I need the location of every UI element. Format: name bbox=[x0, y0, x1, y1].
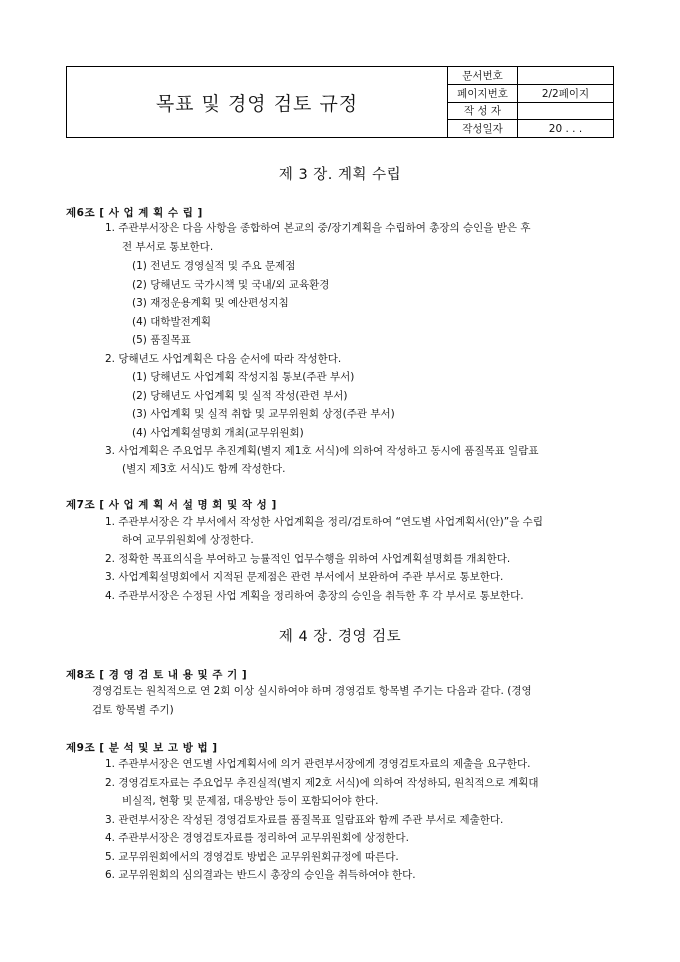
info-label: 페이지번호 bbox=[448, 85, 518, 102]
article-9-item-2-cont: 비실적, 현황 및 문제점, 대응방안 등이 포함되어야 한다. bbox=[122, 795, 379, 807]
article-6-sub-item: (4) 사업계획설명회 개최(교무위원회) bbox=[132, 427, 304, 439]
document-title: 목표 및 경영 검토 규정 bbox=[67, 67, 448, 137]
info-value bbox=[518, 67, 613, 84]
info-row-doc-number bbox=[448, 67, 613, 85]
article-7-heading: 제7조 [ 사 업 계 획 서 설 명 회 및 작 성 ] bbox=[66, 499, 277, 511]
info-label: 작성일자 bbox=[448, 120, 518, 137]
info-value: 20 . . . bbox=[548, 122, 583, 135]
article-8-text: 경영검토는 원칙적으로 연 2회 이상 실시하여야 하며 경영검토 항목별 주기는 다음과 같다. (경영 bbox=[92, 685, 532, 697]
article-9-item-6: 6. 교무위원회의 심의결과는 반드시 총장의 승인을 취득하여야 한다. bbox=[105, 869, 416, 881]
info-value: 2/2페이지 bbox=[541, 87, 590, 100]
article-6-sub-item: (2) 당해년도 사업계획 및 실적 작성(관련 부서) bbox=[132, 390, 348, 402]
article-9-item-2: 2. 경영검토자료는 주요업무 추진실적(별지 제2호 서식)에 의하여 작성하되, 원칙적으로 계획대 bbox=[105, 777, 539, 789]
article-6-item-1-cont: 전 부서로 통보한다. bbox=[122, 241, 214, 253]
chapter-4-title: 제 4 장. 경영 검토 bbox=[278, 629, 402, 645]
article-9-heading: 제9조 [ 분 석 및 보 고 방 법 ] bbox=[66, 742, 218, 754]
article-9-item-4: 4. 주관부서장은 경영검토자료를 정리하여 교무위원회에 상정한다. bbox=[105, 832, 409, 844]
info-row-date bbox=[448, 120, 613, 137]
article-8-heading: 제8조 [ 경 영 검 토 내 용 및 주 기 ] bbox=[66, 669, 248, 681]
article-7-item-1-cont: 하여 교무위원회에 상정한다. bbox=[122, 534, 254, 546]
info-row-page-number bbox=[448, 85, 613, 103]
article-7-item-4: 4. 주관부서장은 수정된 사업 계획을 정리하여 총장의 승인을 취득한 후 각 부서로 통보한다. bbox=[105, 590, 524, 602]
article-6-heading: 제6조 [ 사 업 계 획 수 립 ] bbox=[66, 207, 203, 219]
article-7-item-3: 3. 사업계획설명회에서 지적된 문제점은 관련 부서에서 보완하여 주관 부서로 통보한다. bbox=[105, 571, 504, 583]
info-value bbox=[518, 103, 613, 120]
info-label: 문서번호 bbox=[448, 67, 518, 84]
article-6-item-3: 3. 사업계획은 주요업무 추진계획(별지 제1호 서식)에 의하여 작성하고 동시에 품질목표 일람표 bbox=[105, 445, 539, 457]
article-9-item-3: 3. 관련부서장은 작성된 경영검토자료를 품질목표 일람표와 함께 주관 부서로 제출한다. bbox=[105, 814, 504, 826]
article-6-sub-item: (1) 당해년도 사업계획 작성지침 통보(주관 부서) bbox=[132, 371, 355, 383]
article-7-item-2: 2. 정확한 목표의식을 부여하고 능률적인 업무수행을 위하여 사업계획설명회를 개최한다. bbox=[105, 553, 511, 565]
chapter-3-title: 제 3 장. 계획 수립 bbox=[278, 167, 402, 183]
article-9-item-1: 1. 주관부서장은 연도별 사업계획서에 의거 관련부서장에게 경영검토자료의 제출을 요구한다. bbox=[105, 758, 531, 770]
article-6-sub-item: (4) 대학발전계획 bbox=[132, 316, 212, 328]
article-6-item-1: 1. 주관부서장은 다음 사항을 종합하여 본교의 중/장기계획을 수립하여 총장의 승인을 받은 후 bbox=[105, 222, 531, 234]
article-6-sub-item: (5) 품질목표 bbox=[132, 334, 191, 346]
article-6-sub-item: (1) 전년도 경영실적 및 주요 문제점 bbox=[132, 260, 296, 272]
document-header bbox=[66, 66, 614, 138]
info-row-author bbox=[448, 103, 613, 121]
article-7-item-1: 1. 주관부서장은 각 부서에서 작성한 사업계획을 정리/검토하여 “연도별 사업계획서(안)”을 수립 bbox=[105, 516, 543, 528]
article-6-item-2: 2. 당해년도 사업계획은 다음 순서에 따라 작성한다. bbox=[105, 353, 342, 365]
article-6-item-3-cont: (별지 제3호 서식)도 함께 작성한다. bbox=[122, 463, 286, 475]
article-6-sub-item: (2) 당해년도 국가시책 및 국내/외 교육환경 bbox=[132, 279, 330, 291]
article-6-sub-item: (3) 사업계획 및 실적 취합 및 교무위원회 상정(주관 부서) bbox=[132, 408, 395, 420]
article-9-item-5: 5. 교무위원회에서의 경영검토 방법은 교무위원회규정에 따른다. bbox=[105, 851, 399, 863]
document-info-table bbox=[448, 67, 613, 137]
article-6-sub-item: (3) 재정운용계획 및 예산편성지침 bbox=[132, 297, 289, 309]
article-8-text-cont: 검토 항목별 주기) bbox=[92, 704, 174, 716]
info-label: 작 성 자 bbox=[448, 103, 518, 120]
